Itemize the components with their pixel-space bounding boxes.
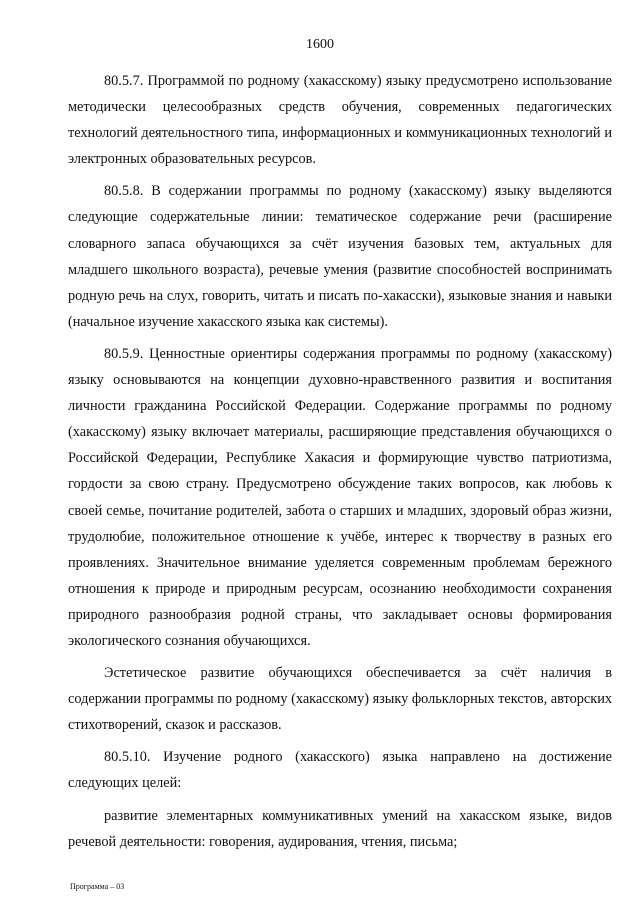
page-number: 1600 <box>306 37 334 52</box>
paragraph-80-5-10: 80.5.10. Изучение родного (хакасского) языка направлено на достижение следующих целей: <box>68 749 612 792</box>
paragraph-goal-item: развитие элементарных коммуникативных умений на хакасском языке, видов речевой деятельности: говорения, аудирования, чтения, письма; <box>68 807 612 850</box>
paragraph-80-5-7: 80.5.7. Программой по родному (хакасскому) языку предусмотрено использование методически целесообразных средств обучения, современных педагогических технологий деятельностного типа, информационных и коммуникационных технологий и электронных образовательных ресурсов. <box>68 73 612 168</box>
paragraph-80-5-9: 80.5.9. Ценностные ориентиры содержания программы по родному (хакасскому) языку основываются на концепции духовно-нравственного развития и воспитания личности гражданина Российской Федерации. Содержание программы по родному (хакасскому) языку включает материалы, расширяющие представления обучающихся о Российской Федерации, Республике Хакасия и формирующие чувство патриотизма, гордости за свою страну. Предусмотрено обсуждение таких вопросов, как любовь к своей семье, почитание родителей, забота о старших и младших, здоровый образ жизни, трудолюбие, положительное отношение к учёбе, интерес к творчеству в разных его проявлениях. Значительное внимание уделяется современным проблемам бережного отношения к природе и природным ресурсам, осознанию необходимости сохранения природного разнообразия родной страны, что закладывает основы формирования экологического сознания обучающихся. <box>68 345 612 649</box>
paragraph-aesthetic: Эстетическое развитие обучающихся обеспечивается за счёт наличия в содержании программы по родному (хакасскому) языку фольклорных текстов, авторских стихотворений, сказок и рассказов. <box>68 665 612 734</box>
footer-label: Программа – 03 <box>70 882 125 891</box>
paragraph-80-5-8: 80.5.8. В содержании программы по родному (хакасскому) языку выделяются следующие содержательные линии: тематическое содержание речи (расширение словарного запаса обучающихся за счёт изучения базовых тем, актуальных для младшего школьного возраста), речевые умения (развитие способностей воспринимать родную речь на слух, говорить, читать и писать по-хакасски), языковые знания и навыки (начальное изучение хакасского языка как системы). <box>68 183 612 330</box>
document-body <box>68 68 612 855</box>
